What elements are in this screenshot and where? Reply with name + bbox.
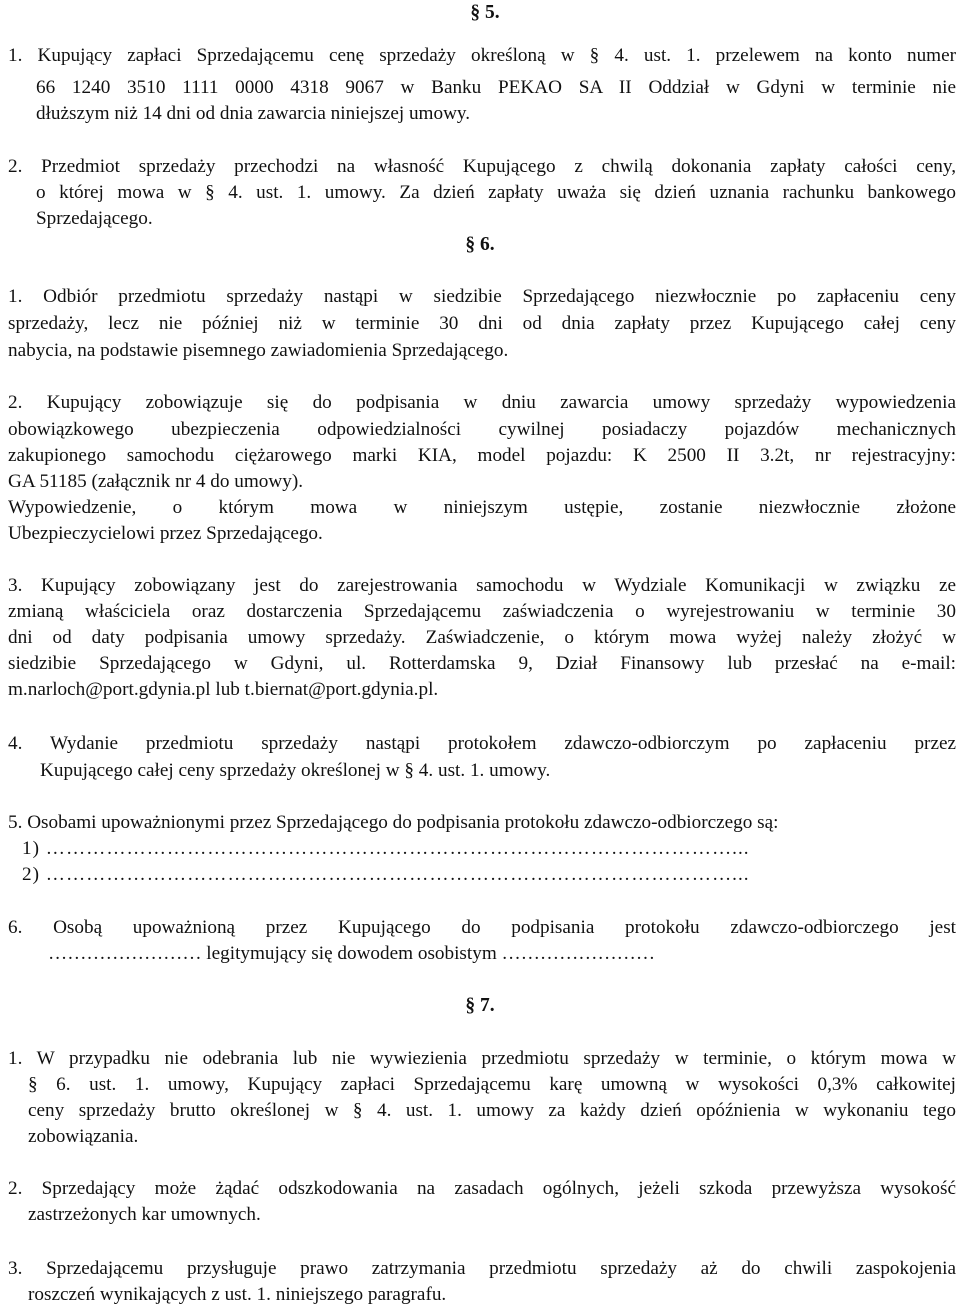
section-7-heading: § 7.	[465, 995, 495, 1016]
s7-p3-line1: 3. Sprzedającemu przysługuje prawo zatrzymania przedmiotu sprzedaży aż do chwili zaspokojenia	[8, 1258, 956, 1279]
s5-p1-line1: 1. Kupujący zapłaci Sprzedającemu cenę sprzedaży określoną w § 4. ust. 1. przelewem na konto numer	[8, 45, 956, 66]
s7-p1-line3: ceny sprzedaży brutto określonej w § 4. ust. 1. umowy za każdy dzień opóźnienia w wykonaniu tego	[28, 1100, 956, 1121]
s6-p3-line1: 3. Kupujący zobowiązany jest do zarejestrowania samochodu w Wydziale Komunikacji w związku ze	[8, 575, 956, 596]
s7-p2-line1: 2. Sprzedający może żądać odszkodowania na zasadach ogólnych, jeżeli szkoda przewyższa wysokość	[8, 1178, 956, 1199]
s6-p1-line1: 1. Odbiór przedmiotu sprzedaży nastąpi w siedzibie Sprzedającego niezwłocznie po zapłaceniu ceny	[8, 286, 956, 307]
s6-p1-line3: nabycia, na podstawie pisemnego zawiadomienia Sprzedającego.	[8, 340, 509, 361]
s5-p2-line2: o której mowa w § 4. ust. 1. umowy. Za dzień zapłaty uważa się dzień uznania rachunku bankowego	[36, 182, 956, 203]
s5-p1-line2: 66 1240 3510 1111 0000 4318 9067 w Banku PEKAO SA II Oddział w Gdyni w terminie nie	[36, 77, 956, 98]
s6-p2-line6: Ubezpieczycielowi przez Sprzedającego.	[8, 523, 323, 544]
s6-p2-line1: 2. Kupujący zobowiązuje się do podpisania w dniu zawarcia umowy sprzedaży wypowiedzenia	[8, 392, 956, 413]
s6-p5-line1: 5. Osobami upoważnionymi przez Sprzedającego do podpisania protokołu zdawczo-odbiorczego są:	[8, 812, 779, 833]
s6-p2-line2: obowiązkowego ubezpieczenia odpowiedzialności cywilnej posiadaczy pojazdów mechanicznych	[8, 419, 956, 440]
s5-p2-line3: Sprzedającego.	[36, 208, 153, 229]
s6-p6-line2: …………………… legitymujący się dowodem osobistym ……………………	[48, 943, 656, 964]
s7-p1-line1: 1. W przypadku nie odebrania lub nie wywiezienia przedmiotu sprzedaży w terminie, o którym mowa w	[8, 1048, 956, 1069]
s5-p1-line3: dłuższym niż 14 dni od dnia zawarcia niniejszej umowy.	[36, 103, 471, 124]
s6-p2-line4: GA 51185 (załącznik nr 4 do umowy).	[8, 471, 304, 492]
s6-p4-line2: Kupującego całej ceny sprzedaży określonej w § 4. ust. 1. umowy.	[40, 760, 551, 781]
s7-p1-line4: zobowiązania.	[28, 1126, 139, 1147]
s6-p5-person-1: 1) …………………………………………………………………………………………...	[22, 838, 750, 859]
s6-p1-line2: sprzedaży, lecz nie później niż w terminie 30 dni od dnia zapłaty przez Kupującego całej ceny	[8, 313, 956, 334]
s6-p6-line1: 6. Osobą upoważnioną przez Kupującego do podpisania protokołu zdawczo-odbiorczego jest	[8, 917, 956, 938]
section-6-heading: § 6.	[465, 234, 495, 255]
s7-p1-line2: § 6. ust. 1. umowy, Kupujący zapłaci Sprzedającemu karę umowną w wysokości 0,3% całkowitej	[28, 1074, 956, 1095]
s6-p2-line3: zakupionego samochodu ciężarowego marki KIA, model pojazdu: K 2500 II 3.2t, nr rejestracyjny:	[8, 445, 956, 466]
s6-p4-line1: 4. Wydanie przedmiotu sprzedaży nastąpi protokołem zdawczo-odbiorczym po zapłaceniu przez	[8, 733, 956, 754]
s6-p3-line5: m.narloch@port.gdynia.pl lub t.biernat@port.gdynia.pl.	[8, 679, 439, 700]
section-5-heading: § 5.	[470, 2, 500, 23]
s6-p3-line4: siedzibie Sprzedającego w Gdyni, ul. Rotterdamska 9, Dział Finansowy lub przesłać na e-mail:	[8, 653, 956, 674]
s7-p2-line2: zastrzeżonych kar umownych.	[28, 1204, 261, 1225]
s7-p3-line2: roszczeń wynikających z ust. 1. niniejszego paragrafu.	[28, 1284, 447, 1305]
s6-p2-line5: Wypowiedzenie, o którym mowa w niniejszym ustępie, zostanie niezwłocznie złożone	[8, 497, 956, 518]
s6-p5-person-2: 2) …………………………………………………………………………………………...	[22, 864, 750, 885]
s6-p3-line2: zmianą właściciela oraz dostarczenia Sprzedającemu zaświadczenia o wyrejestrowaniu w terminie 30	[8, 601, 956, 622]
s5-p2-line1: 2. Przedmiot sprzedaży przechodzi na własność Kupującego z chwilą dokonania zapłaty całości ceny,	[8, 156, 956, 177]
s6-p3-line3: dni od daty podpisania umowy sprzedaży. Zaświadczenie, o którym mowa wyżej należy złożyć w	[8, 627, 956, 648]
